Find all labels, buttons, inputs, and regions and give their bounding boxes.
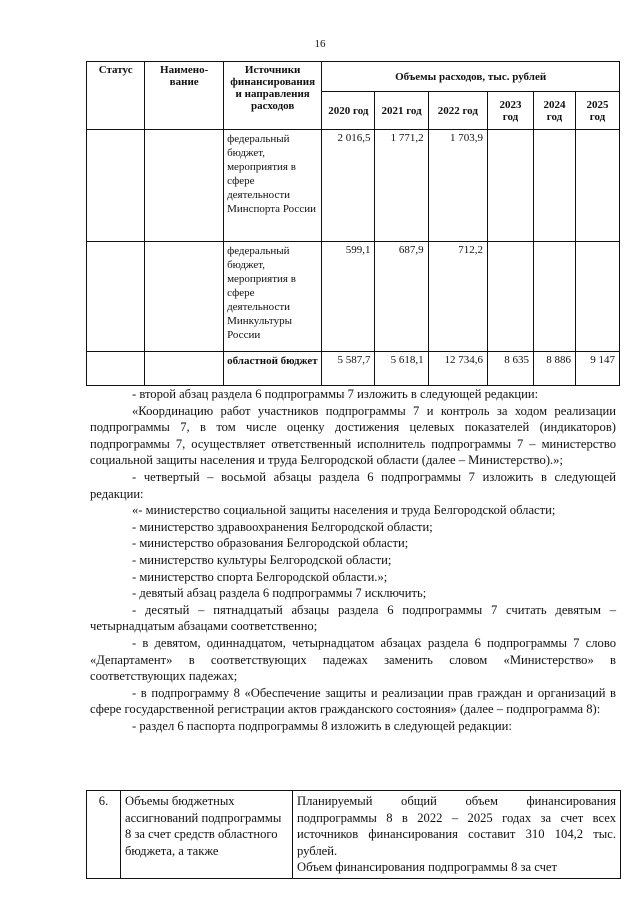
paragraph: - министерство здравоохранения Белгородской области; xyxy=(132,519,433,534)
name-cell xyxy=(145,242,224,352)
source-cell: федеральный бюджет, мероприятия в сфере деятельности Минспорта России xyxy=(224,130,322,242)
paragraph: - второй абзац раздела 6 подпрограммы 7 изложить в следующей редакции: xyxy=(132,387,539,401)
passport-table xyxy=(86,790,621,879)
source-cell: федеральный бюджет, мероприятия в сфере деятельности Минкультуры России xyxy=(224,242,322,352)
header-year: 2025 год xyxy=(575,92,619,130)
paragraph: - десятый – пятнадцатый абзацы раздела 6 подпрограммы 7 считать девятым – четырнадцатым абзацами соответственно; xyxy=(90,602,616,634)
paragraph: - министерство спорта Белгородской области.»; xyxy=(132,569,388,584)
paragraph: - в девятом, одиннадцатом, четырнадцатом абзацах раздела 6 подпрограммы 7 слово «Департамент» в соответствующих падежах заменить словом «Министерство» в соответствующих падежах; xyxy=(90,635,616,684)
value-cell: 8 635 xyxy=(487,352,533,386)
passport-content xyxy=(293,791,621,879)
paragraph: «Координацию работ участников подпрограммы 7 и контроль за ходом реализации подпрограммы 7, в том числе оценку достижения целевых показателей (индикаторов) подпрограммы 7, осуществляет ответственный исполнитель подпрограммы 7 – министерство социальной защиты населения и труда Белгородской области (далее – Министерство).»; xyxy=(90,403,616,468)
paragraph: - девятый абзац раздела 6 подпрограммы 7 исключить; xyxy=(132,586,427,601)
body-text xyxy=(90,386,616,734)
status-cell xyxy=(87,352,145,386)
passport-number: 6. xyxy=(87,791,121,879)
status-cell xyxy=(87,130,145,242)
passport-text: Планируемый общий объем финансирования подпрограммы 8 в 2022 – 2025 годах за счет всех источников финансирования составит 310 104,2 тыс. рублей. xyxy=(297,794,616,858)
header-status: Статус xyxy=(87,62,145,130)
value-cell: 5 587,7 xyxy=(322,352,375,386)
value-cell xyxy=(534,242,576,352)
header-name: Наимено-вание xyxy=(145,62,224,130)
value-cell: 1 703,9 xyxy=(428,130,487,242)
status-cell xyxy=(87,242,145,352)
passport-text: Объем финансирования подпрограммы 8 за счет xyxy=(297,860,558,875)
paragraph: - министерство образования Белгородской области; xyxy=(132,536,409,551)
table-row xyxy=(87,130,620,242)
value-cell: 12 734,6 xyxy=(428,352,487,386)
value-cell: 1 771,2 xyxy=(375,130,428,242)
value-cell: 8 886 xyxy=(534,352,576,386)
value-cell xyxy=(487,242,533,352)
page-number: 16 xyxy=(314,38,326,50)
source-cell: областной бюджет xyxy=(224,352,322,386)
table-row xyxy=(87,791,621,879)
header-volumes: Объемы расходов, тыс. рублей xyxy=(322,62,620,92)
name-cell xyxy=(145,352,224,386)
value-cell: 599,1 xyxy=(322,242,375,352)
value-cell xyxy=(534,130,576,242)
financing-table xyxy=(86,61,620,386)
header-year: 2024 год xyxy=(534,92,576,130)
paragraph: «- министерство социальной защиты населения и труда Белгородской области; xyxy=(132,503,556,518)
table-row xyxy=(87,352,620,386)
paragraph: - раздел 6 паспорта подпрограммы 8 изложить в следующей редакции: xyxy=(132,718,512,733)
value-cell: 5 618,1 xyxy=(375,352,428,386)
name-cell xyxy=(145,130,224,242)
value-cell xyxy=(575,130,619,242)
value-cell xyxy=(487,130,533,242)
paragraph: - министерство культуры Белгородской области; xyxy=(132,552,392,567)
table-row xyxy=(87,242,620,352)
value-cell xyxy=(575,242,619,352)
value-cell: 687,9 xyxy=(375,242,428,352)
paragraph: - четвертый – восьмой абзацы раздела 6 подпрограммы 7 изложить в следующей редакции: xyxy=(90,469,616,501)
header-year: 2023 год xyxy=(487,92,533,130)
passport-label: Объемы бюджетных ассигнований подпрограммы 8 за счет средств областного бюджета, а также xyxy=(121,791,293,879)
value-cell: 2 016,5 xyxy=(322,130,375,242)
header-year: 2022 год xyxy=(428,92,487,130)
value-cell: 712,2 xyxy=(428,242,487,352)
paragraph: - в подпрограмму 8 «Обеспечение защиты и реализации прав граждан и организаций в сфере государственной регистрации актов гражданского состояния» (далее – подпрограмма 8): xyxy=(90,685,616,717)
header-sources: Источники финансирования и направления расходов xyxy=(224,62,322,130)
header-year: 2020 год xyxy=(322,92,375,130)
header-year: 2021 год xyxy=(375,92,428,130)
value-cell: 9 147 xyxy=(575,352,619,386)
